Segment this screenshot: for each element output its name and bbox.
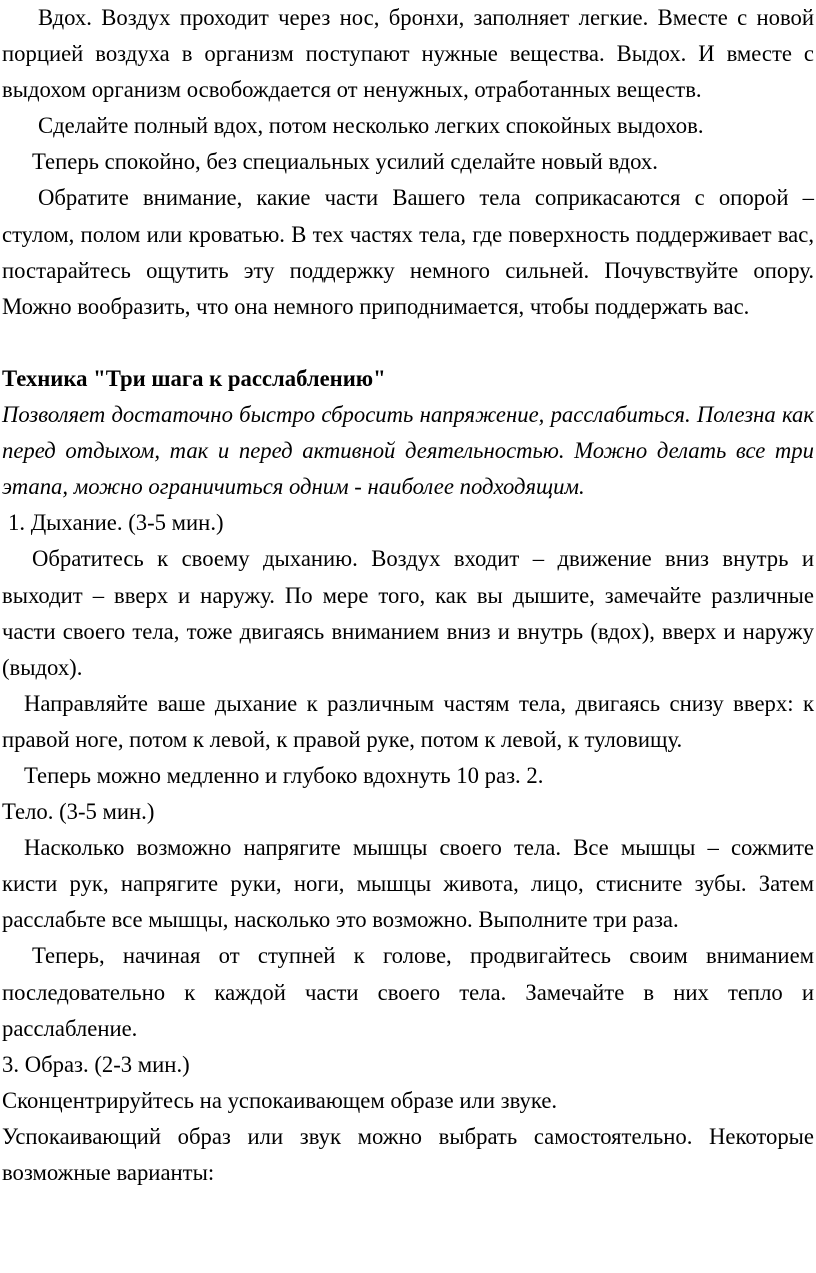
- step1-title: 1. Дыхание. (3-5 мин.): [8, 510, 224, 536]
- step3-title: 3. Образ. (2-3 мин.): [2, 1051, 190, 1077]
- step2-paragraph-1: Насколько возможно напрягите мышцы своего тела. Все мышцы – сожмите кисти рук, напрягите руки, ноги, мышцы живота, лицо, стисните зубы. Затем расслабьте все мышцы, насколько это возможно. Выполните три раза.: [2, 835, 814, 933]
- step3-paragraph-1: Сконцентрируйтесь на успокаивающем образе или звуке.: [2, 1087, 558, 1113]
- step1-paragraph-3: Теперь можно медленно и глубоко вдохнуть 10 раз. 2.: [24, 762, 544, 788]
- technique-heading: Техника "Три шага к расслаблению": [2, 365, 386, 391]
- step1-paragraph-1: Обратитесь к своему дыханию. Воздух входит – движение вниз внутрь и выходит – вверх и наружу. По мере того, как вы дышите, замечайте различные части своего тела, тоже двигаясь вниманием вниз и внутрь (вдох), вверх и наружу (выдох).: [2, 546, 814, 680]
- blank-line: [2, 325, 814, 361]
- paragraph-support: Обратите внимание, какие части Вашего тела соприкасаются с опорой – стулом, полом или кроватью. В тех частях тела, где поверхность поддерживает вас, постарайтесь ощутить эту поддержку немного сильней. Почувствуйте опору. Можно вообразить, что она немного приподнимается, чтобы поддержать вас.: [2, 185, 814, 319]
- step1-paragraph-2: Направляйте ваше дыхание к различным частям тела, двигаясь снизу вверх: к правой ноге, потом к левой, к правой руке, потом к левой, к туловищу.: [2, 690, 814, 752]
- paragraph-new-breath: Теперь спокойно, без специальных усилий сделайте новый вдох.: [32, 149, 658, 175]
- technique-intro: Позволяет достаточно быстро сбросить напряжение, расслабиться. Полезна как перед отдыхом, так и перед активной деятельностью. Можно делать все три этапа, можно ограничиться одним - наиболее подходящим.: [2, 402, 814, 500]
- paragraph-inhale-exhale: Вдох. Воздух проходит через нос, бронхи, заполняет легкие. Вместе с новой порцией воздуха в организм поступают нужные вещества. Выдох. И вместе с выдохом организм освобождается от ненужных, отработанных веществ.: [2, 5, 814, 103]
- step3-paragraph-2: Успокаивающий образ или звук можно выбрать самостоятельно. Некоторые возможные варианты:: [2, 1123, 814, 1185]
- paragraph-full-breath: Сделайте полный вдох, потом несколько легких спокойных выдохов.: [38, 113, 704, 139]
- step2-paragraph-2: Теперь, начиная от ступней к голове, продвигайтесь своим вниманием последовательно к каждой части своего тела. Замечайте в них тепло и расслабление.: [2, 943, 814, 1041]
- step2-title: Тело. (3-5 мин.): [2, 799, 155, 825]
